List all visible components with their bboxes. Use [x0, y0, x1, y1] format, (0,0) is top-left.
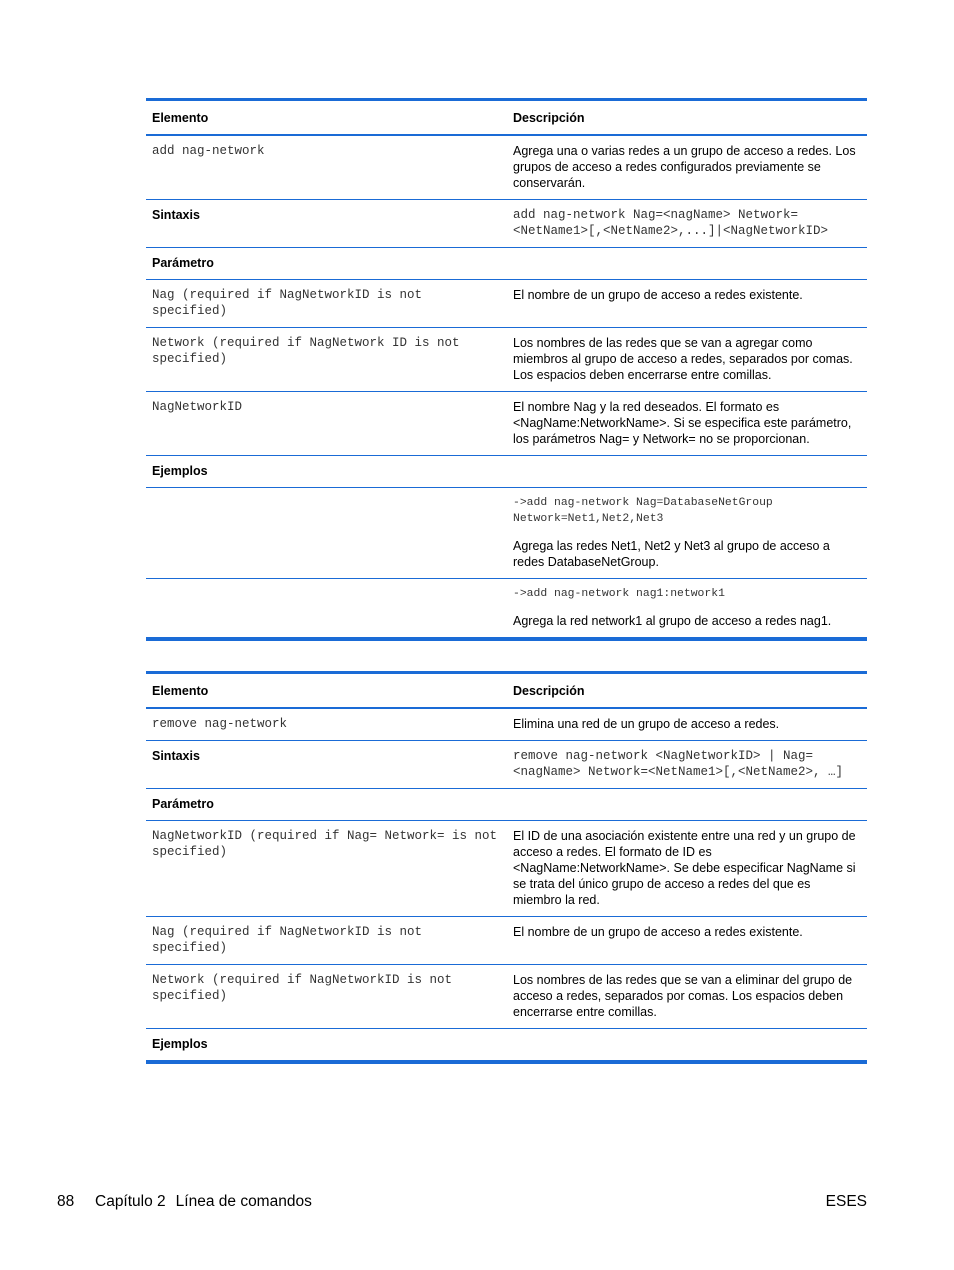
example-command: ->add nag-network Nag=DatabaseNetGroup Network=Net1,Net2,Net3	[513, 497, 773, 525]
table-row	[146, 248, 867, 280]
table-row	[146, 965, 867, 1029]
syntax-value: remove nag-network <NagNetworkID> | Nag=<nagName> Network=<NetName1>[,<NetName2>, …]	[507, 741, 867, 789]
table-header-row	[146, 100, 867, 136]
param-description: Los nombres de las redes que se van a eliminar del grupo de acceso a redes, separados por comas. Los espacios deben encerrarse entre comillas.	[507, 965, 867, 1029]
param-name: NagNetworkID (required if Nag= Network= is not specified)	[146, 821, 507, 917]
remove-nag-network-table	[146, 671, 867, 1064]
table-row	[146, 917, 867, 965]
header-element: Elemento	[146, 673, 507, 709]
parameter-label: Parámetro	[146, 248, 507, 280]
param-description: El nombre Nag y la red deseados. El formato es <NagName:NetworkName>. Si se especifica este parámetro, los parámetros Nag= y Network= no se proporcionan.	[507, 392, 867, 456]
header-element: Elemento	[146, 100, 507, 136]
table-row	[146, 708, 867, 741]
page-number: 88	[57, 1193, 75, 1210]
table-row	[146, 456, 867, 488]
command-description: Agrega una o varias redes a un grupo de acceso a redes. Los grupos de acceso a redes configurados previamente se conservarán.	[507, 135, 867, 200]
example-command: ->add nag-network nag1:network1	[513, 588, 725, 600]
table-row	[146, 280, 867, 328]
param-name: Nag (required if NagNetworkID is not specified)	[146, 917, 507, 965]
page-footer	[57, 1192, 867, 1212]
param-description: Los nombres de las redes que se van a agregar como miembros al grupo de acceso a redes, separados por comas. Los espacios deben encerrarse entre comillas.	[507, 328, 867, 392]
example-description: Agrega las redes Net1, Net2 y Net3 al grupo de acceso a redes DatabaseNetGroup.	[513, 539, 830, 569]
param-description: El ID de una asociación existente entre una red y un grupo de acceso a redes. El formato de ID es <NagName:NetworkName>. Se debe especificar NagName si se trata del único grupo de acceso a redes del que es miembro la red.	[507, 821, 867, 917]
param-name: NagNetworkID	[146, 392, 507, 456]
table-row	[146, 200, 867, 248]
footer-locale-label: ESES	[825, 1193, 867, 1210]
table-row	[146, 135, 867, 200]
param-description: El nombre de un grupo de acceso a redes existente.	[507, 917, 867, 965]
table-header-row	[146, 673, 867, 709]
header-description: Descripción	[507, 100, 867, 136]
parameter-label: Parámetro	[146, 789, 507, 821]
examples-label: Ejemplos	[152, 1037, 208, 1051]
header-description: Descripción	[507, 673, 867, 709]
table-row	[146, 821, 867, 917]
param-name: Network (required if NagNetwork ID is not specified)	[146, 328, 507, 392]
param-description: El nombre de un grupo de acceso a redes existente.	[507, 280, 867, 328]
table-row	[146, 328, 867, 392]
param-name: Nag (required if NagNetworkID is not specified)	[146, 280, 507, 328]
syntax-value: add nag-network Nag=<nagName> Network=<NetName1>[,<NetName2>,...]|<NagNetworkID>	[507, 200, 867, 248]
example-cell	[507, 579, 867, 640]
table-row	[146, 392, 867, 456]
command-name: add nag-network	[146, 135, 507, 200]
table-row	[146, 579, 867, 640]
examples-label: Ejemplos	[146, 456, 507, 488]
table-row	[146, 1029, 867, 1063]
add-nag-network-table	[146, 98, 867, 641]
param-name: Network (required if NagNetworkID is not specified)	[146, 965, 507, 1029]
command-name: remove nag-network	[146, 708, 507, 741]
example-cell	[507, 488, 867, 579]
table-row	[146, 741, 867, 789]
table-row	[146, 789, 867, 821]
command-description: Elimina una red de un grupo de acceso a redes.	[507, 708, 867, 741]
example-description: Agrega la red network1 al grupo de acceso a redes nag1.	[513, 614, 832, 628]
table-row	[146, 488, 867, 579]
syntax-label: Sintaxis	[146, 200, 507, 248]
chapter-title: Línea de comandos	[175, 1193, 312, 1210]
chapter-label: Capítulo 2	[95, 1193, 166, 1210]
syntax-label: Sintaxis	[146, 741, 507, 789]
